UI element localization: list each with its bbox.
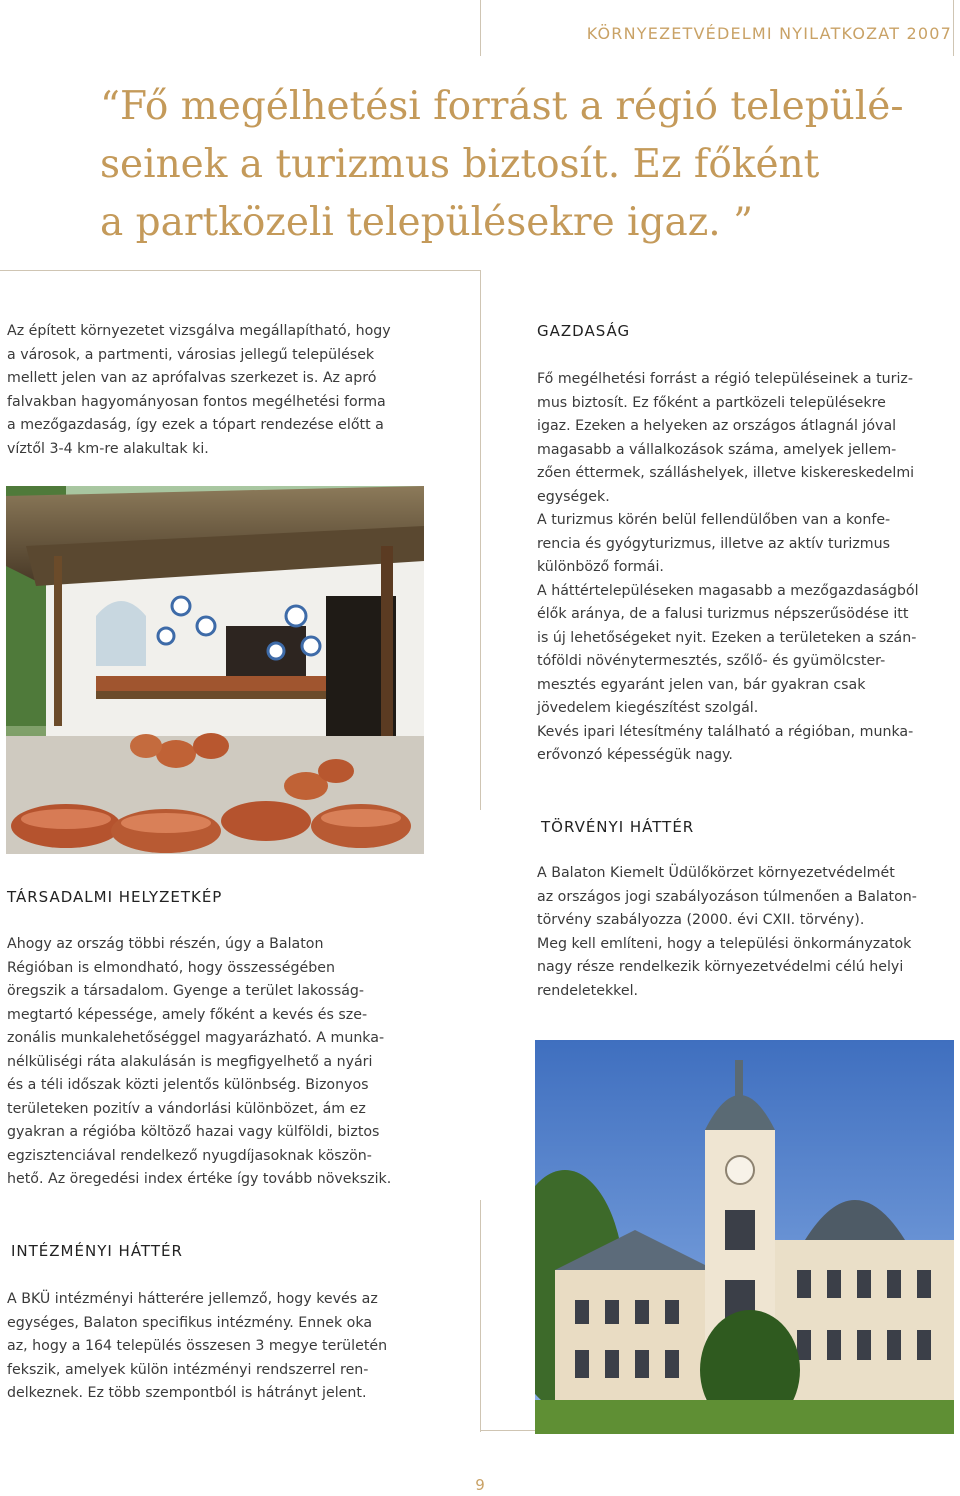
tarsadalmi-heading: TÁRSADALMI HELYZETKÉP [7, 888, 223, 906]
intezmenyi-paragraph: A BKÜ intézményi hátterére jellemző, hogy kevés az egységes, Balaton specifikus intézmény. Ennek oka az, hogy a 164 település összesen 3 megye területén fekszik, amelyek külön intézményi rendszerrel ren- delkeznek. Ez több szempontból is hátrányt jelent. [7, 1291, 388, 1401]
rule-vertical-right-upper [953, 0, 954, 56]
rule-vertical-bottom [480, 1200, 481, 1432]
rule-horizontal-quote-left [0, 270, 480, 271]
palace-photo-illustration [535, 1040, 954, 1434]
gazdasag-paragraph: Fő megélhetési forrást a régió településeinek a turiz- mus biztosít. Ez főként a partközeli településekre igaz. Ezeken a helyeken az országos átlagnál jóval magasabb a vállalkozások száma, amelyek jellem- zően éttermek, szálláshelyek, illetve kiskereskedelmi egységek. A turizmus körén belül fellendülőben van a konfe- rencia és gyógyturizmus, illetve az aktív turizmus különböző formái. A háttértelepüléseken magasabb a mezőgazdaságból élők aránya, de a falusi turizmus népszerűsödése itt is új lehetőségeket nyit. Ezeken a területeken a szán- tóföldi növénytermesztés, szőlő- és gyümölcster- mesztés egyaránt jelen van, bár gyakran csak jövedelem kiegészítést szolgál. Kevés ipari létesítmény található a régióban, munka- erővonzó képességük nagy. [537, 371, 919, 763]
photo-palace-tower [535, 1040, 954, 1434]
pull-quote-line-2: seinek a turizmus biztosít. Ez főként [100, 142, 820, 187]
page-number: 9 [475, 1476, 485, 1494]
gazdasag-heading: GAZDASÁG [537, 322, 631, 340]
torvenyi-heading: TÖRVÉNYI HÁTTÉR [541, 818, 695, 836]
intro-paragraph: Az épített környezetet vizsgálva megállapítható, hogy a városok, a partmenti, városias jellegű települések mellett jelen van az aprófalvas szerkezet is. Az apró falvakban hagyományosan fontos megélhetési forma a mezőgazdaság, így ezek a tópart rendezése előtt a víztől 3-4 km-re alakultak ki. [7, 323, 391, 457]
pull-quote-line-3: a partközeli településekre igaz. ” [100, 200, 754, 245]
document-header-title: KÖRNYEZETVÉDELMI NYILATKOZAT 2007 [586, 24, 952, 43]
tarsadalmi-paragraph: Ahogy az ország többi részén, úgy a Balaton Régióban is elmondható, hogy összességében öregszik a társadalom. Gyenge a terület lakosság- megtartó képessége, amely főként a kevés és sze- zonális munkalehetőséggel magyarázható. A munka- nélküliségi ráta alakulásán is megfigyelhető a nyári és a téli időszak közti jelentős különbség. Bizonyos területeken pozitív a vándorlási különbözet, ám ez gyakran a régióba költöző hazai vagy külföldi, biztos egzisztenciával rendelkező nyugdíjasoknak köszön- hető. Az öregedési index értéke így tovább növekszik. [7, 936, 392, 1187]
torvenyi-paragraph: A Balaton Kiemelt Üdülőkörzet környezetvédelmét az országos jogi szabályozáson túlmenően a Balaton- törvény szabályozza (2000. évi CXII. törvény). Meg kell említeni, hogy a települési önkormányzatok nagy része rendelkezik környezetvédelmi célú helyi rendeletekkel. [537, 865, 917, 999]
intezmenyi-heading: INTÉZMÉNYI HÁTTÉR [11, 1242, 183, 1260]
house-photo-illustration [6, 486, 424, 854]
photo-thatched-house-pottery [6, 486, 424, 854]
rule-vertical-mid [480, 270, 481, 810]
quote-close-mark: ” [733, 200, 754, 245]
pull-quote-line-1: “Fő megélhetési forrást a régió települé- [100, 84, 904, 129]
rule-vertical-top [480, 0, 481, 56]
pull-quote [100, 78, 920, 252]
quote-open-mark: “ [100, 84, 120, 129]
